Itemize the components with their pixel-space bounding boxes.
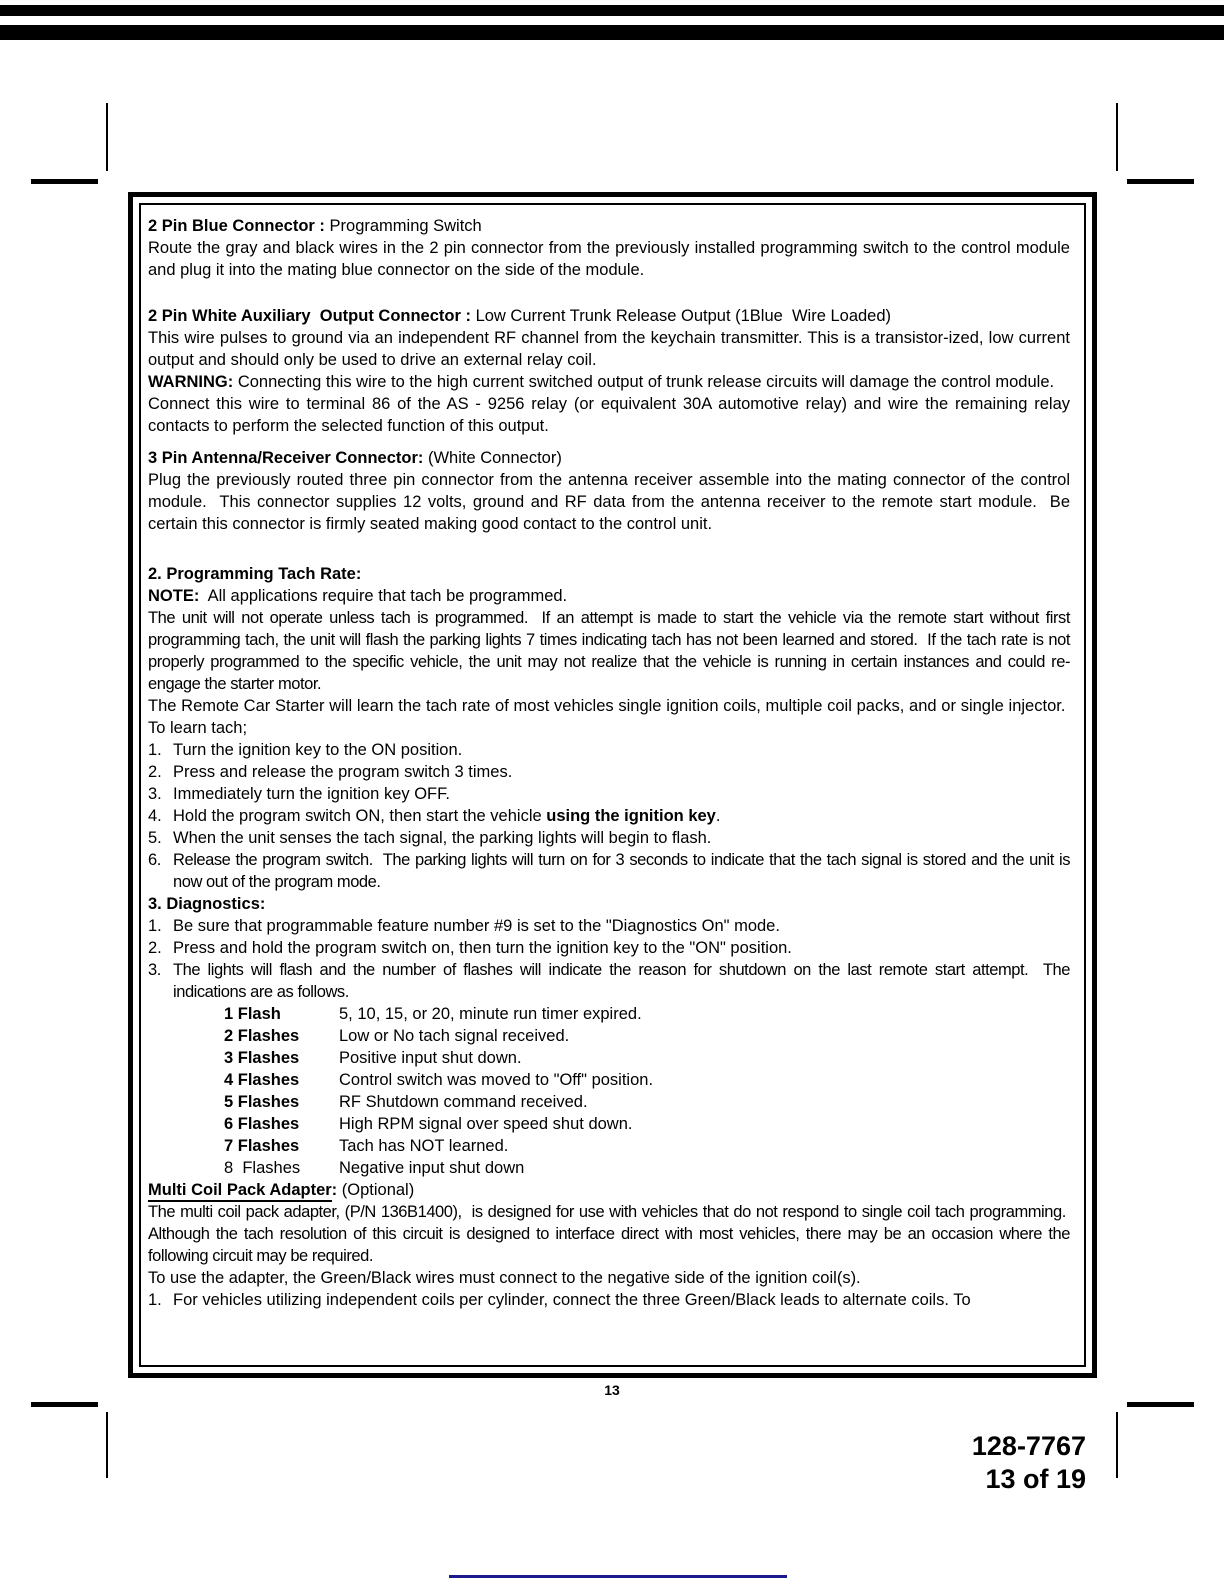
- tach-step: 4. Hold the program switch ON, then start the vehicle using the ignition key.: [148, 807, 721, 825]
- note-label: NOTE:: [148, 587, 200, 605]
- crop-mark-bottom-left-horizontal: [31, 1402, 98, 1407]
- white-connector-body1: This wire pulses to ground via an independent RF channel from the keychain transmitter. This is a transistor-ized, low current output and should only be used to drive an external relay coil.: [148, 329, 1070, 369]
- page-count: 13 of 19: [985, 1464, 1086, 1494]
- warning-label: WARNING:: [148, 373, 234, 391]
- tach-step: 5. When the unit senses the tach signal, the parking lights will begin to flash.: [148, 829, 712, 847]
- flash-indication-row: 3 Flashes Positive input shut down.: [224, 1049, 522, 1067]
- tach-heading: 2. Programming Tach Rate:: [148, 565, 362, 583]
- multi-coil-body1: The multi coil pack adapter, (P/N 136B1400), is designed for use with vehicles that do not respond to single coil tach programming. Although the tach resolution of this circuit is designed to interface direct with most vehicles, there may be an occasion where the following circuit may be required.: [148, 1203, 1070, 1265]
- warning-paragraph: WARNING: Connecting this wire to the high current switched output of trunk release circuits will damage the control module.: [148, 373, 1055, 391]
- crop-mark-top-right-horizontal: [1127, 179, 1194, 184]
- flash-indication-row: 6 Flashes High RPM signal over speed shut down.: [224, 1115, 633, 1133]
- page-number: 13: [604, 1382, 620, 1398]
- flash-indication-row: 8 Flashes Negative input shut down: [224, 1159, 525, 1177]
- flash-indication-row: 7 Flashes Tach has NOT learned.: [224, 1137, 509, 1155]
- crop-mark-bottom-right-vertical: [1116, 1412, 1118, 1478]
- scan-artifact-bar-second: [0, 25, 1224, 40]
- tach-body1: The unit will not operate unless tach is programmed. If an attempt is made to start the vehicle via the remote start without first programming tach, the unit will flash the parking lights 7 times indicating tach has not been learned and stored. If the tach rate is not properly programmed to the specific vehicle, the unit may not realize that the vehicle is running in certain instances and could re-engage the starter motor.: [148, 609, 1070, 693]
- manual-content-box: [128, 192, 1097, 1378]
- tach-step: 1. Turn the ignition key to the ON position.: [148, 741, 463, 759]
- flash-indication-row: 5 Flashes RF Shutdown command received.: [224, 1093, 588, 1111]
- diagnostics-heading: 3. Diagnostics:: [148, 895, 266, 913]
- crop-mark-top-left-vertical: [106, 103, 108, 171]
- crop-mark-top-left-horizontal: [31, 179, 98, 184]
- multi-coil-heading: Multi Coil Pack Adapter: (Optional): [148, 1179, 1070, 1201]
- tach-step: 3. Immediately turn the ignition key OFF.: [148, 785, 450, 803]
- crop-mark-bottom-left-vertical: [106, 1412, 108, 1478]
- flash-indication-row: 4 Flashes Control switch was moved to "Off" position.: [224, 1071, 654, 1089]
- document-number-block: [972, 1430, 1086, 1496]
- tach-step: 2. Press and release the program switch 3 times.: [148, 763, 513, 781]
- crop-mark-top-right-vertical: [1116, 103, 1118, 171]
- document-number: 128-7767: [971, 1431, 1086, 1461]
- flash-indication-row: 1 Flash 5, 10, 15, or 20, minute run timer expired.: [224, 1005, 642, 1023]
- antenna-connector-heading: 3 Pin Antenna/Receiver Connector: (White Connector): [148, 449, 562, 467]
- diagnostics-step: 3. The lights will flash and the number of flashes will indicate the reason for shutdown on the last remote start attempt. The indications are as follows.: [148, 961, 1070, 1001]
- scan-artifact-bar-top: [0, 5, 1224, 16]
- blue-connector-heading: 2 Pin Blue Connector : Programming Switch: [148, 217, 482, 235]
- multi-coil-body2: To use the adapter, the Green/Black wires must connect to the negative side of the ignition coil(s).: [148, 1269, 861, 1287]
- white-connector-body2: Connect this wire to terminal 86 of the AS - 9256 relay (or equivalent 30A automotive relay) and wire the remaining relay contacts to perform the selected function of this output.: [148, 395, 1070, 435]
- crop-mark-bottom-right-horizontal: [1127, 1402, 1194, 1407]
- multi-coil-item: 1. For vehicles utilizing independent coils per cylinder, connect the three Green/Black leads to alternate coils. To: [148, 1291, 971, 1309]
- white-connector-heading: 2 Pin White Auxiliary Output Connector : Low Current Trunk Release Output (1Blue Wire Loaded): [148, 307, 892, 325]
- blue-connector-body: Route the gray and black wires in the 2 pin connector from the previously installed programming switch to the control module and plug it into the mating blue connector on the side of the module.: [148, 239, 1070, 279]
- tach-note: NOTE: All applications require that tach be programmed.: [148, 587, 568, 605]
- manual-content-inner-border: [139, 203, 1086, 1367]
- tach-step: 6. Release the program switch. The parking lights will turn on for 3 seconds to indicate that the tach signal is stored and the unit is now out of the program mode.: [148, 851, 1070, 891]
- tach-body2: The Remote Car Starter will learn the tach rate of most vehicles single ignition coils, multiple coil packs, and or single injector. To learn tach;: [148, 697, 1070, 737]
- diagnostics-step: 1. Be sure that programmable feature number #9 is set to the "Diagnostics On" mode.: [148, 917, 780, 935]
- diagnostics-step: 2. Press and hold the program switch on, then turn the ignition key to the "ON" position.: [148, 939, 792, 957]
- antenna-connector-body: Plug the previously routed three pin connector from the antenna receiver assemble into the mating connector of the control module. This connector supplies 12 volts, ground and RF data from the antenna receiver to the remote start module. Be certain this connector is firmly seated making good contact to the control unit.: [148, 471, 1070, 533]
- flash-indication-row: 2 Flashes Low or No tach signal received.: [224, 1027, 570, 1045]
- footer-blue-rule: [449, 1575, 787, 1578]
